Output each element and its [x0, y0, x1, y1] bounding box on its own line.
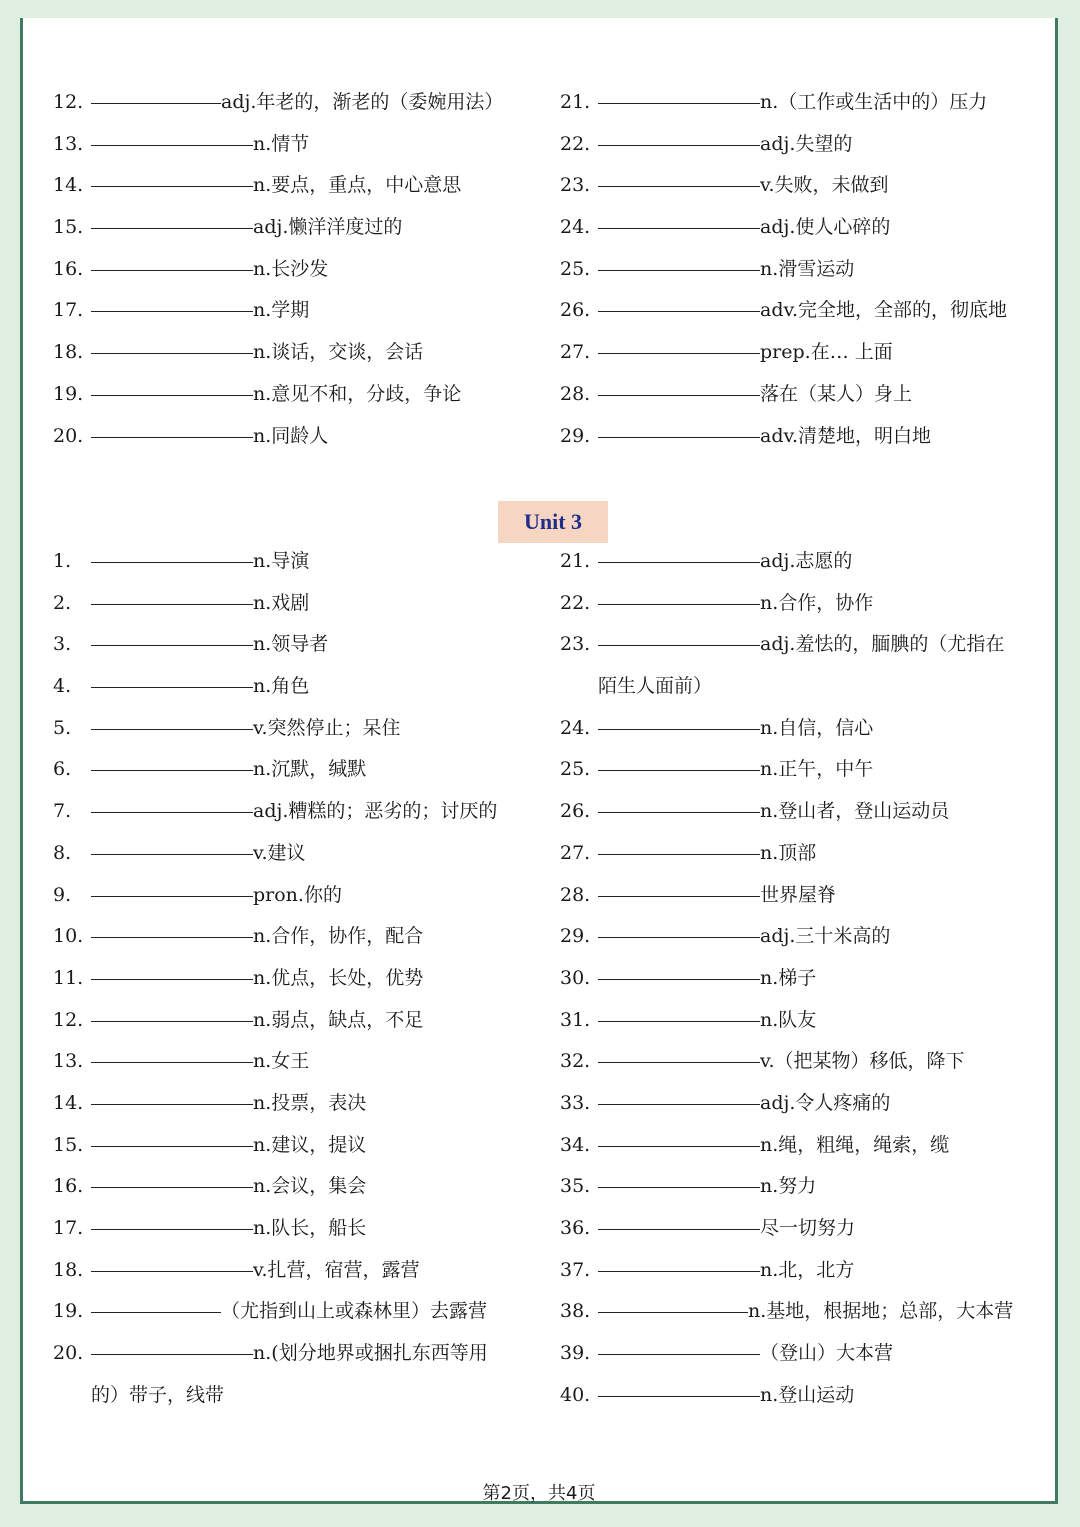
answer-blank[interactable]: [91, 561, 253, 563]
unit3-right-column: [560, 541, 1050, 1416]
unit-title: Unit 3: [498, 501, 608, 543]
vocab-item: [53, 541, 543, 583]
unit3-left-column: [53, 541, 543, 1416]
item-definition: n.戏剧: [253, 591, 310, 614]
item-number: 27.: [560, 341, 591, 364]
answer-blank[interactable]: [598, 978, 760, 980]
vocab-item: [53, 165, 543, 207]
item-definition: adj.令人疼痛的: [760, 1091, 891, 1114]
item-definition: n.队长，船长: [253, 1217, 367, 1239]
item-definition: n.同龄人: [253, 424, 329, 447]
answer-blank[interactable]: [598, 1186, 760, 1188]
vocab-item: [53, 207, 543, 249]
vocab-item: [560, 875, 1050, 917]
item-definition: adj.三十米高的: [760, 925, 891, 948]
vocab-item: [53, 124, 543, 166]
answer-blank[interactable]: [91, 728, 253, 730]
item-definition: n.登山运动: [760, 1383, 855, 1406]
answer-blank[interactable]: [91, 352, 253, 354]
vocab-item: [53, 416, 543, 458]
answer-blank[interactable]: [91, 811, 253, 813]
item-number: 28.: [560, 883, 591, 906]
item-number: 7.: [53, 800, 72, 823]
vocab-item: [53, 1291, 543, 1333]
item-definition: adj.使人心碎的: [760, 216, 891, 239]
item-number: 11.: [53, 966, 84, 989]
item-definition: v.失败，未做到: [760, 174, 889, 197]
vocab-item: [53, 249, 543, 291]
answer-blank[interactable]: [91, 1353, 253, 1355]
vocab-item: [560, 416, 1050, 458]
item-number: 5.: [53, 716, 72, 739]
vocab-item: [53, 875, 543, 917]
item-number: 19.: [53, 1300, 84, 1323]
answer-blank[interactable]: [598, 1103, 760, 1105]
answer-blank[interactable]: [598, 269, 760, 271]
item-number: 25.: [560, 758, 591, 781]
vocab-item: [560, 165, 1050, 207]
item-number: 15.: [53, 1133, 84, 1156]
vocab-item: [53, 1208, 543, 1250]
vocab-item: [53, 332, 543, 374]
item-number: 29.: [560, 424, 591, 447]
answer-blank[interactable]: [598, 644, 760, 646]
answer-blank[interactable]: [91, 436, 253, 438]
item-number: 37.: [560, 1258, 591, 1281]
answer-blank[interactable]: [91, 686, 253, 688]
answer-blank[interactable]: [598, 561, 760, 563]
item-number: 22.: [560, 132, 591, 155]
item-number: 36.: [560, 1217, 591, 1240]
answer-blank[interactable]: [598, 310, 760, 312]
item-definition-continued: 的）带子，线带: [91, 1383, 225, 1406]
answer-blank[interactable]: [598, 1311, 748, 1313]
vocab-item: [53, 833, 543, 875]
item-definition: adj.懒洋洋度过的: [253, 216, 403, 239]
answer-blank[interactable]: [598, 728, 760, 730]
answer-blank[interactable]: [598, 436, 760, 438]
answer-blank[interactable]: [91, 1103, 253, 1105]
item-number: 13.: [53, 1050, 84, 1073]
vocab-item: [53, 1250, 543, 1292]
answer-blank[interactable]: [598, 1228, 760, 1230]
item-number: 16.: [53, 257, 84, 280]
vocab-item: [560, 916, 1050, 958]
item-number: 19.: [53, 382, 84, 405]
item-number: 22.: [560, 591, 591, 614]
vocab-item: [560, 1166, 1050, 1208]
answer-blank[interactable]: [598, 185, 760, 187]
answer-blank[interactable]: [598, 1020, 760, 1022]
answer-blank[interactable]: [598, 936, 760, 938]
item-definition: prep.在… 上面: [760, 341, 893, 364]
answer-blank[interactable]: [91, 936, 253, 938]
vocab-item: [53, 624, 543, 666]
item-definition: n.队友: [760, 1008, 817, 1031]
answer-blank[interactable]: [91, 1228, 253, 1230]
answer-blank[interactable]: [598, 227, 760, 229]
item-number: 4.: [53, 675, 72, 698]
item-number: 35.: [560, 1175, 591, 1198]
answer-blank[interactable]: [598, 1145, 760, 1147]
item-number: 24.: [560, 716, 591, 739]
vocab-item: [560, 1083, 1050, 1125]
answer-blank[interactable]: [91, 102, 221, 104]
vocab-item: [560, 1208, 1050, 1250]
vocab-item: [560, 249, 1050, 291]
item-number: 18.: [53, 341, 84, 364]
vocab-item: [53, 1041, 543, 1083]
vocab-item: [560, 833, 1050, 875]
item-definition: n.合作，协作: [760, 591, 874, 614]
item-definition: n.合作，协作，配合: [253, 925, 424, 948]
item-number: 20.: [53, 424, 84, 447]
item-number: 24.: [560, 216, 591, 239]
worksheet-page: [20, 18, 1058, 1504]
answer-blank[interactable]: [598, 1270, 760, 1272]
vocab-item: [53, 290, 543, 332]
answer-blank[interactable]: [91, 1145, 253, 1147]
item-definition: n.沉默，缄默: [253, 758, 367, 781]
answer-blank[interactable]: [91, 978, 253, 980]
item-number: 29.: [560, 925, 591, 948]
item-number: 30.: [560, 966, 591, 989]
item-number: 9.: [53, 883, 72, 906]
vocab-item: [560, 1333, 1050, 1375]
vocab-item: [53, 82, 543, 124]
item-definition: n.情节: [253, 132, 310, 155]
item-definition: n.自信，信心: [760, 716, 874, 739]
vocab-item: [53, 1125, 543, 1167]
vocab-item: [53, 583, 543, 625]
vocab-item: [560, 82, 1050, 124]
vocab-item: [560, 1375, 1050, 1417]
answer-blank[interactable]: [598, 1395, 760, 1397]
vocab-item: [53, 1000, 543, 1042]
vocab-item: [560, 541, 1050, 583]
answer-blank[interactable]: [598, 895, 760, 897]
item-definition: （尤指到山上或森林里）去露营: [221, 1300, 488, 1323]
item-number: 23.: [560, 174, 591, 197]
answer-blank[interactable]: [91, 310, 253, 312]
item-definition: n.女王: [253, 1050, 310, 1073]
item-number: 32.: [560, 1050, 591, 1073]
item-number: 2.: [53, 591, 72, 614]
vocab-item: [560, 749, 1050, 791]
item-number: 26.: [560, 299, 591, 322]
item-definition: n.意见不和，分歧，争论: [253, 382, 462, 405]
item-definition: v.扎营，宿营，露营: [253, 1258, 420, 1281]
item-definition: （登山）大本营: [760, 1342, 894, 1365]
answer-blank[interactable]: [91, 1061, 253, 1063]
item-definition: n.领导者: [253, 633, 329, 656]
answer-blank[interactable]: [598, 811, 760, 813]
answer-blank[interactable]: [598, 853, 760, 855]
answer-blank[interactable]: [91, 144, 253, 146]
item-definition: n.梯子: [760, 966, 817, 989]
item-definition: adj.年老的，渐老的（委婉用法）: [221, 91, 504, 113]
item-definition: n.滑雪运动: [760, 257, 855, 280]
answer-blank[interactable]: [91, 227, 253, 229]
item-definition: pron.你的: [253, 883, 342, 906]
answer-blank[interactable]: [598, 144, 760, 146]
item-definition: n.导演: [253, 550, 310, 572]
item-number: 12.: [53, 91, 84, 113]
item-number: 3.: [53, 633, 72, 656]
item-definition: n.弱点，缺点，不足: [253, 1008, 424, 1031]
item-definition: n.基地，根据地；总部，大本营: [748, 1300, 1014, 1323]
item-number: 15.: [53, 216, 84, 239]
answer-blank[interactable]: [598, 603, 760, 605]
item-definition: adj.糟糕的；恶劣的；讨厌的: [253, 800, 498, 823]
item-definition-continued: 陌生人面前）: [598, 675, 713, 698]
item-number: 13.: [53, 132, 84, 155]
top-right-column: [560, 82, 1050, 457]
answer-blank[interactable]: [91, 1311, 221, 1313]
item-definition: adv.清楚地，明白地: [760, 424, 932, 447]
item-number: 34.: [560, 1133, 591, 1156]
vocab-item: [53, 791, 543, 833]
answer-blank[interactable]: [598, 102, 760, 104]
item-definition: 尽一切努力: [760, 1217, 856, 1240]
answer-blank[interactable]: [91, 1020, 253, 1022]
item-definition: n.建议，提议: [253, 1133, 367, 1156]
vocab-item: [560, 332, 1050, 374]
vocab-item: [560, 583, 1050, 625]
item-definition: n.角色: [253, 675, 310, 698]
item-number: 16.: [53, 1175, 84, 1198]
item-number: 26.: [560, 800, 591, 823]
item-number: 8.: [53, 841, 72, 864]
item-number: 1.: [53, 550, 72, 572]
answer-blank[interactable]: [91, 895, 253, 897]
item-definition: 落在（某人）身上: [760, 382, 913, 405]
vocab-item: [53, 374, 543, 416]
item-number: 33.: [560, 1091, 591, 1114]
item-definition: 世界屋脊: [760, 883, 837, 906]
item-definition: n.登山者，登山运动员: [760, 800, 950, 823]
vocab-item: [53, 1166, 543, 1208]
answer-blank[interactable]: [598, 394, 760, 396]
item-number: 25.: [560, 257, 591, 280]
answer-blank[interactable]: [91, 1186, 253, 1188]
vocab-item: [560, 1041, 1050, 1083]
vocab-item: [53, 1083, 543, 1125]
item-number: 31.: [560, 1008, 591, 1031]
vocab-item: [53, 666, 543, 708]
item-definition: v.（把某物）移低，降下: [760, 1050, 965, 1073]
item-definition: n.长沙发: [253, 257, 329, 280]
item-number: 23.: [560, 633, 591, 656]
item-definition: n.学期: [253, 299, 310, 322]
item-definition: adj.失望的: [760, 132, 853, 155]
item-number: 17.: [53, 299, 84, 322]
vocab-item: [53, 708, 543, 750]
vocab-item: [560, 1125, 1050, 1167]
page-footer: 第2页，共4页: [482, 1483, 596, 1504]
vocab-item: [560, 624, 1050, 707]
answer-blank[interactable]: [598, 769, 760, 771]
vocab-item: [560, 124, 1050, 166]
vocab-item: [560, 290, 1050, 332]
item-number: 10.: [53, 925, 84, 948]
answer-blank[interactable]: [91, 644, 253, 646]
answer-blank[interactable]: [91, 769, 253, 771]
item-number: 20.: [53, 1342, 84, 1365]
vocab-item: [560, 207, 1050, 249]
item-definition: n.优点，长处，优势: [253, 966, 424, 989]
item-number: 38.: [560, 1300, 591, 1323]
vocab-item: [560, 1291, 1050, 1333]
item-number: 39.: [560, 1342, 591, 1365]
answer-blank[interactable]: [598, 1353, 760, 1355]
answer-blank[interactable]: [91, 603, 253, 605]
answer-blank[interactable]: [91, 1270, 253, 1272]
top-left-column: [53, 82, 543, 457]
item-number: 21.: [560, 91, 591, 113]
item-definition: n.(划分地界或捆扎东西等用: [253, 1342, 488, 1365]
item-definition: n.北，北方: [760, 1258, 855, 1281]
item-definition: n.谈话，交谈，会话: [253, 341, 424, 364]
vocab-item: [560, 1000, 1050, 1042]
item-definition: n.努力: [760, 1175, 817, 1198]
item-definition: n.顶部: [760, 841, 817, 864]
vocab-item: [53, 958, 543, 1000]
answer-blank[interactable]: [598, 1061, 760, 1063]
vocab-item: [53, 1333, 543, 1416]
item-definition: v.建议: [253, 841, 306, 864]
item-definition: n.会议，集会: [253, 1175, 367, 1198]
item-definition: n.绳，粗绳，绳索，缆: [760, 1133, 950, 1156]
answer-blank[interactable]: [91, 853, 253, 855]
answer-blank[interactable]: [91, 394, 253, 396]
vocab-item: [560, 1250, 1050, 1292]
item-number: 27.: [560, 841, 591, 864]
vocab-item: [560, 374, 1050, 416]
vocab-item: [560, 708, 1050, 750]
answer-blank[interactable]: [598, 352, 760, 354]
answer-blank[interactable]: [91, 185, 253, 187]
item-definition: n.要点，重点，中心意思: [253, 174, 462, 197]
answer-blank[interactable]: [91, 269, 253, 271]
item-definition: adj.羞怯的，腼腆的（尤指在: [760, 633, 1005, 656]
item-number: 14.: [53, 174, 84, 197]
item-number: 18.: [53, 1258, 84, 1281]
item-number: 21.: [560, 550, 591, 572]
item-definition: adv.完全地，全部的，彻底地: [760, 299, 1008, 322]
item-number: 17.: [53, 1217, 84, 1239]
item-definition: v.突然停止；呆住: [253, 716, 401, 739]
item-number: 6.: [53, 758, 72, 781]
item-definition: n.正午，中午: [760, 758, 874, 781]
item-number: 28.: [560, 382, 591, 405]
item-number: 14.: [53, 1091, 84, 1114]
vocab-item: [560, 791, 1050, 833]
vocab-item: [560, 958, 1050, 1000]
item-number: 12.: [53, 1008, 84, 1031]
vocab-item: [53, 749, 543, 791]
item-number: 40.: [560, 1383, 591, 1406]
item-definition: n.（工作或生活中的）压力: [760, 91, 988, 113]
item-definition: adj.志愿的: [760, 550, 853, 572]
vocab-item: [53, 916, 543, 958]
item-definition: n.投票，表决: [253, 1091, 367, 1114]
